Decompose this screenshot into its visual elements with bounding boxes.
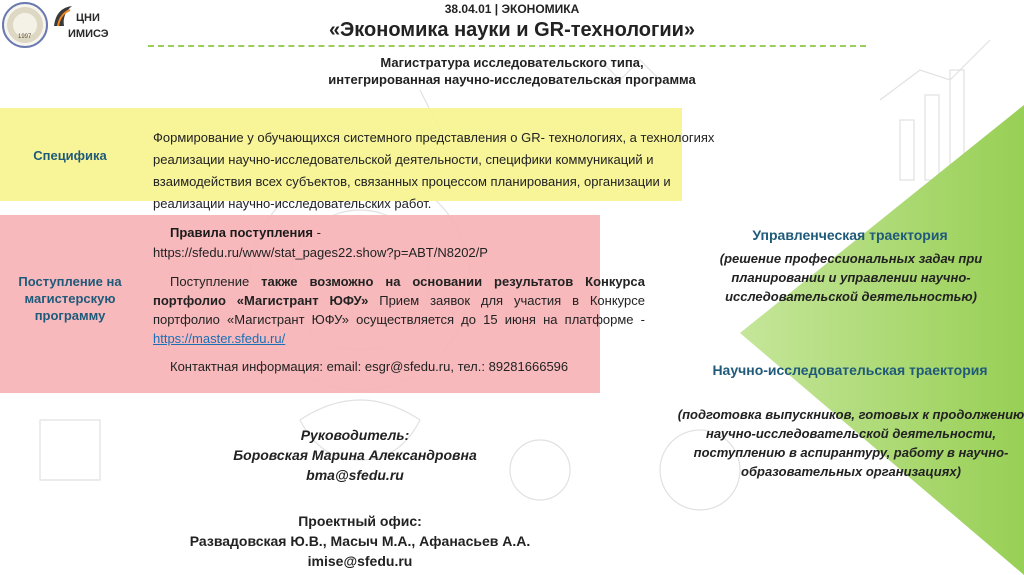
office-title: Проектный офис: [298,513,422,529]
management-trajectory-desc: (решение профессиональных задач при планировании и управлении научно-исследовательской деятельностью) [719,251,983,304]
specifics-label: Специфика [33,148,107,163]
title-divider [148,45,866,47]
research-trajectory-title: Научно-исследовательская траектория [712,362,988,378]
office-email: imise@sfedu.ru [307,553,413,569]
portfolio-post: Прием заявок для участия в Конкурсе портфолио «Магистрант ЮФУ» осуществляется до 15 июня на платформе - [153,293,645,327]
contact-text: Контактная информация: email: esgr@sfedu.ru, тел.: 89281666596 [170,359,569,374]
institute-name-line2: ИМИСЭ [68,28,109,40]
research-trajectory-desc: (подготовка выпускников, готовых к продолжению научно-исследовательской деятельности, поступлению в аспирантуру, работу в научно-образовательных организациях) [677,407,1024,479]
admission-label: Поступление на магистерскую программу [18,274,122,323]
contact-info [153,359,633,374]
program-code: 38.04.01 | ЭКОНОМИКА [444,2,580,16]
rules-title: Правила поступления [170,225,313,240]
portfolio-bold: также возможно на основании результатов Конкурса портфолио «Магистрант ЮФУ» [153,274,646,308]
leader-email: bma@sfedu.ru [306,467,404,483]
admission-rules [153,223,603,263]
institute-name-line1: ЦНИ [76,12,100,24]
specifics-text: Формирование у обучающихся системного представления о GR- технологиях, а технологиях реализации научно-исследовательской деятельности, специфики коммуникаций и взаимодействия всех субъектов, связанных процессом планирования, организации и реализации научно-исследовательских работ. [153,130,715,211]
office-names: Развадовская Ю.В., Масыч М.А., Афанасьев А.А. [189,533,531,549]
portfolio-pre: Поступление [170,274,262,289]
subtitle-line-2: интегрированная научно-исследовательская программа [328,72,696,87]
leader-block [190,425,520,485]
page-title: «Экономика науки и GR-технологии» [328,19,696,41]
leader-name: Боровская Марина Александровна [233,447,477,463]
project-office-block [130,511,590,571]
subtitle-line-1: Магистратура исследовательского типа, [380,55,644,70]
rules-url[interactable]: https://sfedu.ru/www/stat_pages22.show?p=ABT/N8202/P [153,245,488,260]
portfolio-paragraph [153,272,645,348]
leader-title: Руководитель: [300,427,410,443]
master-portal-link[interactable]: https://master.sfedu.ru/ [153,331,286,346]
rules-separator: - [312,225,321,240]
program-subtitle [0,54,1024,88]
management-trajectory-title: Управленческая траектория [752,227,948,243]
logo-year: 1997 [18,34,32,40]
